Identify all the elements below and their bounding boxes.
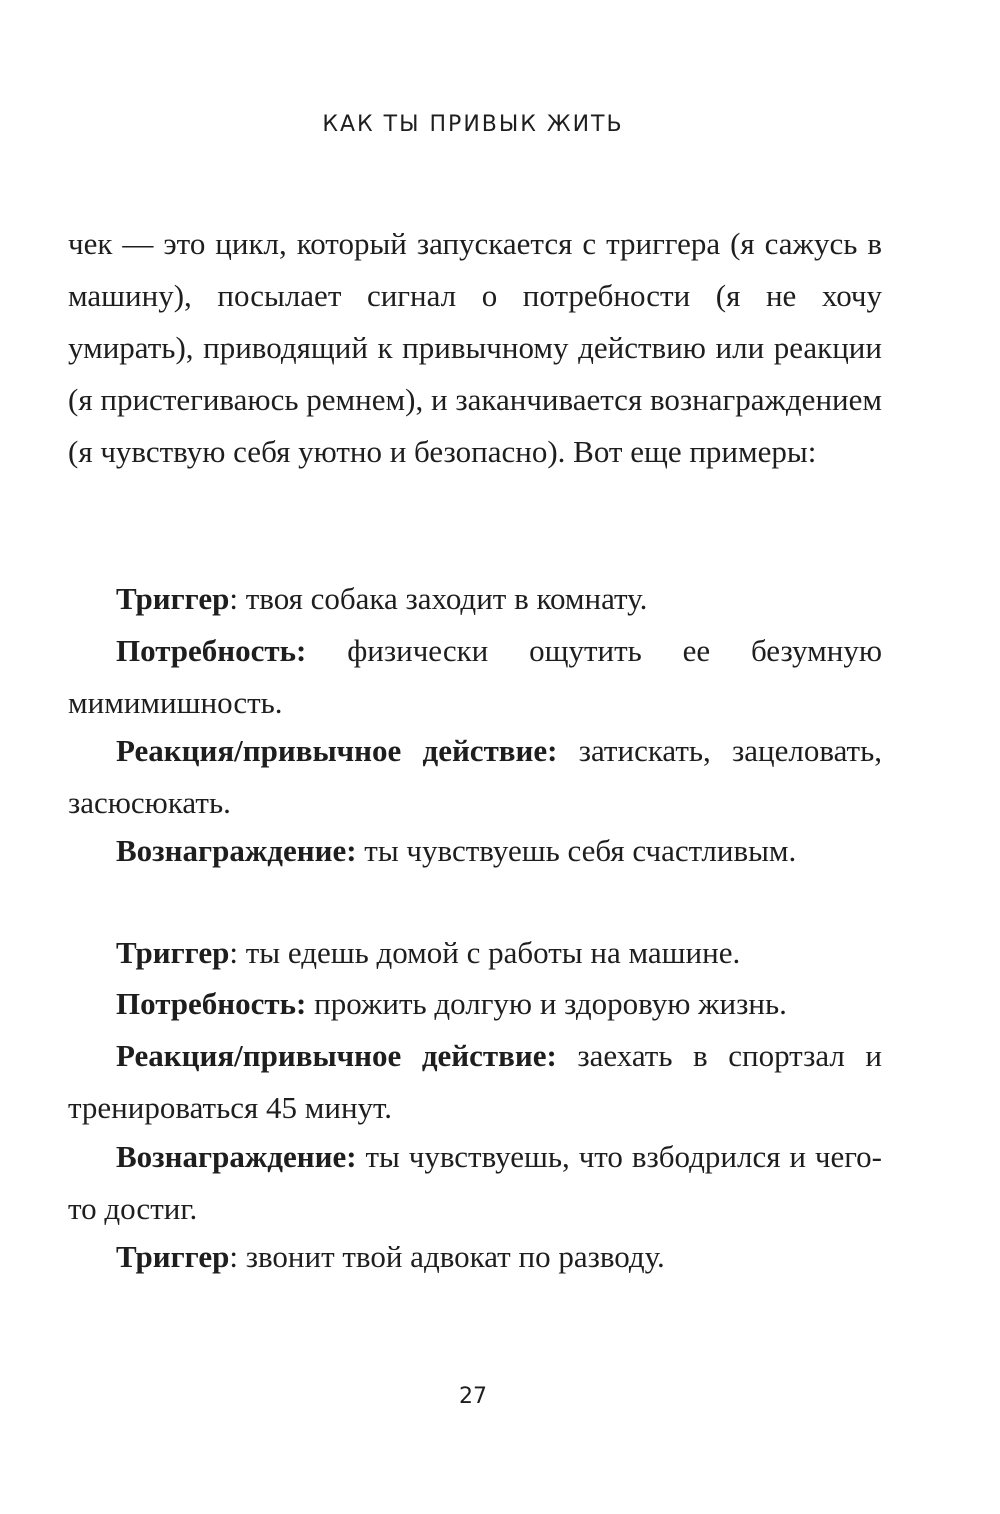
reaction-text: заехать в спортзал и тренироваться 45 минут. — [68, 1038, 882, 1125]
trigger-separator: : — [229, 581, 246, 616]
trigger-separator: : — [229, 935, 246, 970]
example-1-trigger — [68, 573, 882, 625]
example-2-need — [68, 978, 882, 1030]
reward-label: Вознаграждение: — [116, 1139, 357, 1174]
example-1-reward — [68, 825, 882, 877]
example-1-reaction — [68, 725, 882, 829]
reward-text: ты чувствуешь, что взбодрился и чего-то достиг. — [68, 1139, 882, 1226]
trigger-label: Триггер — [116, 1239, 230, 1274]
trigger-label: Триггер — [116, 581, 230, 616]
reaction-label: Реакция/привычное действие: — [116, 1038, 557, 1073]
reaction-text: затискать, зацеловать, засюсюкать. — [68, 733, 882, 820]
need-label: Потребность: — [116, 986, 307, 1021]
page-number: 27 — [459, 1384, 487, 1409]
example-2-reward — [68, 1131, 882, 1235]
need-text: прожить долгую и здоровую жизнь. — [306, 986, 787, 1021]
intro-paragraph: чек — это цикл, который запускается с триггера (я сажусь в машину), посылает сигнал о потребности (я не хочу умирать), приводящий к привычному действию или реакции (я пристегиваюсь ремнем), и заканчивается вознаграждением (я чувствую себя уютно и безопасно). Вот еще примеры: — [68, 226, 882, 469]
running-title: КАК ТЫ ПРИВЫК ЖИТЬ — [322, 112, 624, 137]
reaction-label: Реакция/привычное действие: — [116, 733, 558, 768]
trigger-text: твоя собака заходит в комнату. — [245, 581, 648, 616]
trigger-text: звонит твой адвокат по разводу. — [245, 1239, 665, 1274]
need-label: Потребность: — [116, 633, 307, 668]
example-2-trigger — [68, 927, 882, 979]
example-3-trigger — [68, 1231, 882, 1283]
example-2-reaction — [68, 1030, 882, 1134]
need-text: физически ощутить ее безумную мимимишность. — [68, 633, 882, 720]
trigger-separator: : — [229, 1239, 246, 1274]
reward-label: Вознаграждение: — [116, 833, 357, 868]
trigger-label: Триггер — [116, 935, 230, 970]
example-1-need — [68, 625, 882, 729]
trigger-text: ты едешь домой с работы на машине. — [245, 935, 741, 970]
reward-text: ты чувствуешь себя счастливым. — [356, 833, 797, 868]
